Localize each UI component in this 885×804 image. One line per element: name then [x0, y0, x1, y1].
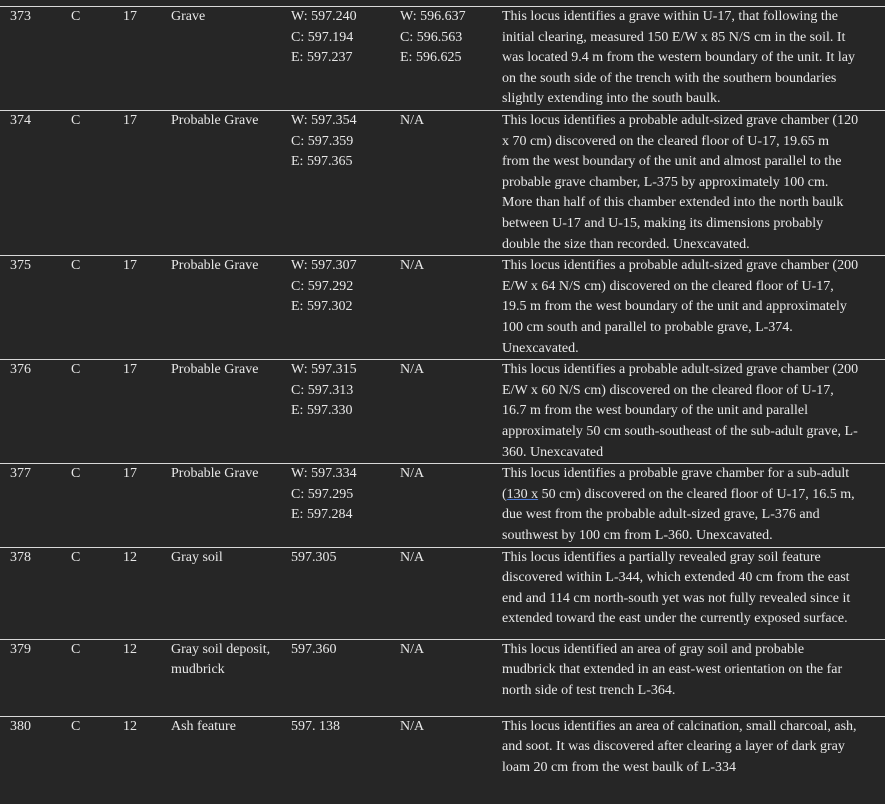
description-line: E/W x 60 N/S cm) discovered on the cleared floor of U-17,	[502, 382, 834, 398]
unit-cell: 17	[123, 256, 171, 360]
bottom-elevation-line: W: 596.637	[400, 9, 466, 24]
description-line: from the west boundary of the unit and almost parallel to the	[502, 154, 842, 170]
description-line: north side of test trench L-364.	[502, 682, 676, 698]
area-cell: C	[71, 547, 123, 639]
bottom-elevation-line: N/A	[400, 549, 425, 565]
locus-number: 379	[0, 639, 71, 716]
description-line: probable grave chamber, L-375 by approximately 100 cm.	[502, 174, 829, 190]
top-elevation-line: C: 597.295	[291, 486, 354, 502]
top-elevation-line: C: 597.194	[291, 29, 354, 45]
bottom-elevation	[400, 639, 502, 716]
description-line: 19.5 m from the west boundary of the unit and approximately	[502, 299, 847, 315]
top-elevation-line: C: 597.292	[291, 278, 354, 294]
bottom-elevation	[400, 464, 502, 547]
description	[502, 256, 885, 360]
table-row	[0, 639, 885, 716]
locus-number: 375	[0, 256, 71, 360]
bottom-elevation-line: E: 596.625	[400, 50, 462, 66]
top-elevation-line: E: 597.284	[291, 507, 353, 523]
locus-number: 377	[0, 464, 71, 547]
description-line: This locus identifies a probable adult-sized grave chamber (200	[502, 362, 859, 378]
unit-cell: 17	[123, 360, 171, 464]
area-cell: C	[71, 7, 123, 111]
description-line: This locus identifies a grave within U-17, that following the	[502, 9, 838, 24]
description-line: This locus identifies a probable adult-sized grave chamber (200	[502, 258, 859, 274]
table-row	[0, 716, 885, 802]
bottom-elevation	[400, 360, 502, 464]
top-elevation	[291, 716, 400, 802]
top-elevation-line: E: 597.302	[291, 299, 353, 315]
description-line: 100 cm south and parallel to probable grave, L-374.	[502, 319, 793, 335]
locus-type-line: Probable Grave	[171, 113, 259, 128]
bottom-elevation-line: N/A	[400, 113, 425, 128]
locus-type-line: Probable Grave	[171, 466, 259, 482]
description-line: due west from the probable adult-sized grave, L-376 and	[502, 507, 820, 523]
description-line: on the south side of the trench with the southern boundaries	[502, 70, 837, 86]
locus-type-line: mudbrick	[171, 662, 225, 678]
bottom-elevation	[400, 256, 502, 360]
unit-cell: 17	[123, 7, 171, 111]
table-row	[0, 256, 885, 360]
unit-cell: 17	[123, 464, 171, 547]
top-elevation-line: W: 597.315	[291, 362, 357, 378]
locus-type	[171, 547, 291, 639]
description-line: x 70 cm) discovered on the cleared floor of U-17, 19.65 m	[502, 133, 829, 149]
description-line: (130 x 50 cm) discovered on the cleared floor of U-17, 16.5 m,	[502, 486, 855, 502]
locus-number: 376	[0, 360, 71, 464]
area-cell: C	[71, 256, 123, 360]
description-line: and soot. It was discovered after clearing a layer of dark gray	[502, 739, 845, 755]
description-line: between U-17 and U-15, making its dimensions probably	[502, 215, 824, 231]
description	[502, 639, 885, 716]
bottom-elevation-line: N/A	[400, 258, 425, 274]
description	[502, 716, 885, 802]
locus-type	[171, 256, 291, 360]
area-cell: C	[71, 464, 123, 547]
bottom-elevation-line: N/A	[400, 718, 425, 734]
locus-type	[171, 7, 291, 111]
locus-table	[0, 6, 885, 802]
description-line: 16.7 m from the west boundary of the unit and parallel	[502, 403, 808, 419]
bottom-elevation-line: N/A	[400, 466, 425, 482]
description-line: extended toward the east under the currently exposed surface.	[502, 611, 848, 627]
locus-number: 374	[0, 111, 71, 256]
locus-type-line: Probable Grave	[171, 258, 259, 274]
unit-cell: 12	[123, 716, 171, 802]
area-cell: C	[71, 111, 123, 256]
locus-type	[171, 716, 291, 802]
top-elevation-line: W: 597.354	[291, 113, 357, 128]
description	[502, 7, 885, 111]
table-body	[0, 7, 885, 803]
description-line: This locus identifies a partially revealed gray soil feature	[502, 549, 821, 565]
bottom-elevation	[400, 716, 502, 802]
top-elevation-line: 597.305	[291, 549, 337, 565]
description-line: This locus identified an area of gray soil and probable	[502, 641, 805, 657]
table-row	[0, 7, 885, 111]
description-line: This locus identifies an area of calcination, small charcoal, ash,	[502, 718, 857, 734]
locus-type	[171, 360, 291, 464]
locus-type-line: Gray soil	[171, 549, 223, 565]
area-cell: C	[71, 360, 123, 464]
bottom-elevation-line: C: 596.563	[400, 29, 463, 45]
top-elevation	[291, 464, 400, 547]
top-elevation-line: W: 597.334	[291, 466, 357, 482]
bottom-elevation-line: N/A	[400, 641, 425, 657]
top-elevation-line: E: 597.237	[291, 50, 353, 66]
top-elevation	[291, 639, 400, 716]
bottom-elevation	[400, 547, 502, 639]
description-line: was located 9.4 m from the western boundary of the unit. It lay	[502, 50, 856, 66]
top-elevation-line: W: 597.307	[291, 258, 357, 274]
description-line: More than half of this chamber extended into the north baulk	[502, 195, 844, 211]
description	[502, 360, 885, 464]
table-row	[0, 360, 885, 464]
locus-type-line: Gray soil deposit,	[171, 641, 271, 657]
top-elevation	[291, 7, 400, 111]
description	[502, 111, 885, 256]
bottom-elevation	[400, 111, 502, 256]
locus-type-line: Ash feature	[171, 718, 236, 734]
top-elevation-line: E: 597.330	[291, 403, 353, 419]
table-row	[0, 547, 885, 639]
locus-type	[171, 639, 291, 716]
description-line: slightly extending into the south baulk.	[502, 91, 721, 107]
table-row	[0, 111, 885, 256]
description-line: E/W x 64 N/S cm) discovered on the cleared floor of U-17,	[502, 278, 834, 294]
bottom-elevation	[400, 7, 502, 111]
description-line: double the size than recorded. Unexcavated.	[502, 236, 750, 252]
spellcheck-underline: 130 x	[506, 486, 539, 502]
locus-type-line: Probable Grave	[171, 362, 259, 378]
top-elevation	[291, 256, 400, 360]
top-elevation-line: 597. 138	[291, 718, 340, 734]
locus-type-line: Grave	[171, 9, 206, 24]
top-elevation-line: 597.360	[291, 641, 337, 657]
top-elevation-line: C: 597.359	[291, 133, 354, 149]
locus-number: 378	[0, 547, 71, 639]
top-elevation	[291, 111, 400, 256]
top-elevation-line: C: 597.313	[291, 382, 354, 398]
description-line: loam 20 cm from the west baulk of L-334	[502, 759, 737, 775]
top-elevation	[291, 547, 400, 639]
unit-cell: 17	[123, 111, 171, 256]
description	[502, 547, 885, 639]
unit-cell: 12	[123, 547, 171, 639]
locus-number: 380	[0, 716, 71, 802]
description	[502, 464, 885, 547]
description-line: southwest by 100 cm from L-360. Unexcavated.	[502, 527, 773, 543]
description-line: 360. Unexcavated	[502, 444, 604, 460]
top-elevation-line: E: 597.365	[291, 154, 353, 170]
locus-number: 373	[0, 7, 71, 111]
description-line: mudbrick that extended in an east-west orientation on the far	[502, 662, 843, 678]
table-row	[0, 464, 885, 547]
bottom-elevation-line: N/A	[400, 362, 425, 378]
description-line: approximately 50 cm south-southeast of the sub-adult grave, L-	[502, 423, 858, 439]
description-line: This locus identifies a probable adult-sized grave chamber (120	[502, 113, 859, 128]
top-elevation	[291, 360, 400, 464]
description-line: Unexcavated.	[502, 340, 579, 356]
unit-cell: 12	[123, 639, 171, 716]
area-cell: C	[71, 716, 123, 802]
locus-type	[171, 111, 291, 256]
description-line: end and 114 cm north-south yet was not fully revealed since it	[502, 590, 851, 606]
top-elevation-line: W: 597.240	[291, 9, 357, 24]
area-cell: C	[71, 639, 123, 716]
description-line: This locus identifies a probable grave chamber for a sub-adult	[502, 466, 850, 482]
locus-type	[171, 464, 291, 547]
description-line: discovered within L-344, which extended 40 cm from the east	[502, 570, 850, 586]
description-line: initial clearing, measured 150 E/W x 85 N/S cm in the soil. It	[502, 29, 846, 45]
